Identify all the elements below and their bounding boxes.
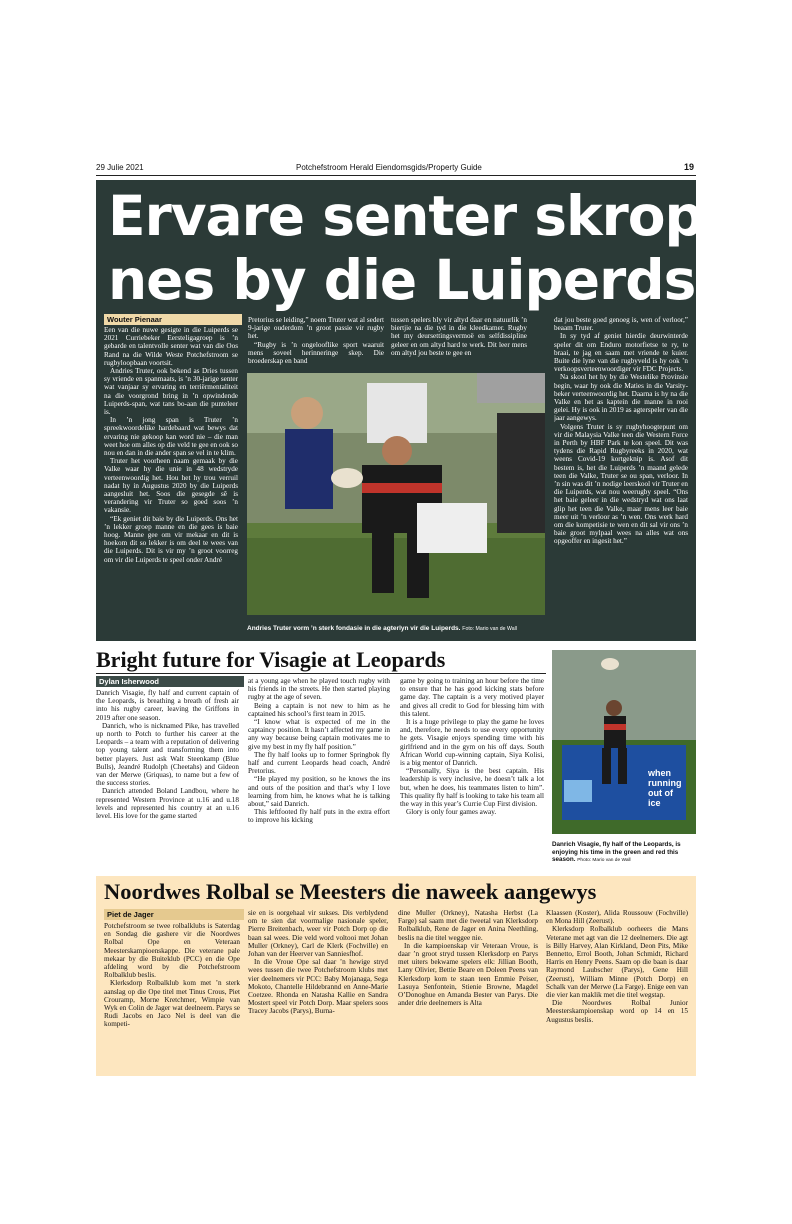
paragraph: at a young age when he played touch rugby with his friends in the streets. He then started playing rugby at the age of seven. <box>248 677 390 702</box>
article2-column-2 <box>248 677 390 869</box>
feature-column-4 <box>554 316 688 636</box>
article2-photo-caption <box>552 841 697 865</box>
feature-photo-caption <box>247 625 547 632</box>
paragraph: Na skool het hy by die Westelike Provinsie begin, waar hy ook die Maties in die Varsitybeker verteenwoordig het. Daarna is hy na die Valke en het as kaptein die manne in rooi gelei. Hy is ook in 2019 as agterspeler van die jaar aangewys. <box>554 373 688 423</box>
paragraph: Volgens Truter is sy rugbyhoogtepunt om vir die Malaysia Valke teen die Western Force in Perth by HBF Park te kon speel. Dit was tydens die Rapid Rugbyreeks in 2020, wat weens Covid-19 kortgeknip is. Asof dit bestem is, het die Luiperds ’n maand gelede teen die Valke, Truter se ou span, verloor. In ’n sin was dit ’n nodige leerskool vir Truter en die Luiperds, wat nou weerugby speel. “Ons het baie geleer in die wedstryd wat ons laat glip het teen die Valke, maar mens leer baie meer uit ’n verloor as ’n wen. Ons werk hard om die kompetisie te wen en dit sal vir ons ’n baie groot mylpaal wees na alles wat ons opgeoffer en ingesit het.” <box>554 422 688 546</box>
paragraph: Klerksdorp Rolbalklub kom met ’n sterk aanslag op die Ope titel met Tinus Crous, Piet Crouramp, Morne Kretchmer, Wimpie van Wyk en Colin de Jager wat deelneem. Parys se Rudi Jacobs en Jaco Nel is deel van die kompeti- <box>104 979 240 1029</box>
feature-byline: Wouter Pienaar <box>104 314 242 325</box>
feature-column-2 <box>248 316 384 372</box>
banner-line-3: ice <box>648 798 661 808</box>
feature-headline-line1: Ervare senter skrop <box>108 184 703 248</box>
feature-photo <box>247 373 545 615</box>
paragraph: Potchefstroom se twee rolbalklubs is Saterdag en Sondag die gashere vir die Noordwes Rolbal Ope en Veteraan Meesterskampioenskappe. Die veterane pale mekaar by die Buiteklub (PCC) en die Ope afdeling word by die Potchefstroom Rolbalklub beslis. <box>104 922 240 980</box>
feature-column-3 <box>391 316 527 372</box>
photo-banner-text <box>648 768 696 808</box>
article3-column-4 <box>546 909 688 1072</box>
paragraph: tussen spelers bly vir altyd daar en natuurlik ’n biertjie na die tyd in die kleedkamer. Rugby het my deursettingsvermoë en selfdissipline geleer en om altyd hard te werk. Dit leer mens om altyd jou beste te gee en <box>391 316 527 357</box>
article3-column-3 <box>398 909 538 1072</box>
feature-column-1 <box>104 326 238 634</box>
paragraph: Danrich Visagie, fly half and current captain of the Leopards, is breathing a breath of fresh air into his rugby career, leaving the Griffons in 2019 after one season. <box>96 689 239 722</box>
header-rule <box>96 175 696 176</box>
article3-byline: Piet de Jager <box>104 909 244 920</box>
paragraph: Danrich, who is nicknamed Pike, has travelled up north to Potch to further his career at the Leopards – a team with a reputation of delivering top young talent and transforming them into better players. Just ask Walt Steenkamp (Blue Bulls), Jeandré Rudolph (Cheetahs) and Gideon van der Merwe (Griquas), to name but a few of the success stories. <box>96 721 239 788</box>
paragraph: Klerksdorp Rolbalklub oorheers die Mans Veterane met agt van die 12 deelnemers. Die agt is Billy Harvey, Alan Kirkland, Deon Pits, Mike Bennetto, Errol Booth, Johan Schmidt, Richard Harris en Henry Peens. Saam op die baan is daar Raymond Laubscher (Parys), Gene Hill (Zeerust), William Minne (Potch Dorp) en Schalk van der Merwe (La Farge). Enige een van die vier kan maklik met die titel wegstap. <box>546 925 688 1000</box>
paragraph: Klaassen (Koster), Alida Roussouw (Fochville) en Mona Hill (Zeerust). <box>546 909 688 926</box>
publication-name: Potchefstroom Herald Eiendomsgids/Property Guide <box>296 163 482 172</box>
paragraph: “I know what is expected of me in the captaincy position. It hasn’t affected my game in any way because being captain motivates me to give my best in my fly half position.” <box>248 718 390 751</box>
photo-credit: Foto: Mario van de Wall <box>462 626 517 632</box>
paragraph: Pretorius se leiding,” noem Truter wat al sedert 9-jarige ouderdom ’n groot passie vir rugby het. <box>248 316 384 341</box>
article2-headline: Bright future for Visagie at Leopards <box>96 647 446 672</box>
article2-photo <box>552 650 696 834</box>
paragraph: Being a captain is not new to him as he captained his school’s first team in 2015. <box>248 701 390 718</box>
issue-date: 29 Julie 2021 <box>96 163 144 172</box>
feature-headline-line2: nes by die Luiperds <box>108 248 696 312</box>
paragraph: “He played my position, so he knows the ins and outs of the position and that’s why I love learning from him, he knows what he is talking about,” said Danrich. <box>248 775 390 809</box>
paragraph: The fly half looks up to former Springbok fly half and current Leopards head coach, André Pretorius. <box>248 750 390 776</box>
photo-credit: Photo: Mario van de Wall <box>577 858 631 863</box>
paragraph: sie en is oorgehaal vir sukses. Dis verblydend om te sien dat voormalige nasionale speler, Pierre Breitenbach, weer vir Potch Dorp op die baan sal wees. Die veld word voltooi met Johan Muller (Orkney), Carl de Klerk (Fochville) en Johan van der Heerver van Sanniesfhof. <box>248 909 388 959</box>
article2-column-1 <box>96 689 239 869</box>
paragraph: In die kampioenskap vir Veteraan Vroue, is daar ’n groot stryd tussen Klerksdorp en Parys met uiters bekwame spelers elk: Jillian Booth, Lany Olivier, Bettie Beare en Doleen Peens van Klerksdorp kom te staan teen Emmie Peiser, Lasuya Senfontein, Stienie Browne, Magdel O’Donoghue en Amanda Bester van Parys. Die ander drie deelnemers is Alta <box>398 941 538 1008</box>
paragraph: In ’n jong span is Truter ’n spreekwoordelike hardebaard wat bewys dat ervaring nie gekoop kan word nie – die man weet hoe om alles op die veld te gee en ook so nou en dan in die ander span se vel in te klim. <box>104 416 238 458</box>
paragraph: dine Muller (Orkney), Natasha Herbst (La Farge) sal saam met die tweetal van Klerksdorp Rolbalklub, Rene de Jager en Anina Neethling, beslis na die titel weggee nie. <box>398 909 538 942</box>
banner-line-2: running out of <box>648 778 682 798</box>
rugby-action-illustration <box>247 373 545 615</box>
article2-byline: Dylan Isherwood <box>96 676 244 687</box>
paragraph: In die Vroue Ope sal daar ’n hewige stryd wees tussen die twee Potchefstroom klubs met vier deelnemers vir PCC: Baby Mojanaga, Sega Mokoto, Chantelle Hildebrannd en Anne-Marie Coetzee. Rhonda en Natasha Kallie en Sandra Mostert speel vir Potch Dorp. Maar spelers soos Tracey Jacobs (Parys), Burna- <box>248 958 388 1016</box>
article2-headline-rule <box>96 673 546 674</box>
paragraph: dat jou beste goed genoeg is, wen of verloor,” beaam Truter. <box>554 316 688 333</box>
caption-text: Danrich Visagie, fly half of the Leopards, is enjoying his time in the green and red this season. <box>552 841 681 863</box>
paragraph: Een van die nuwe gesigte in die Luiperds se 2021 Curriebeker Eersteligagroep is ’n gebarde en talentvolle senter wat van die Oos Rand na die Wilde Weste Potchefstroom se rugbyloopbaan voortsit. <box>104 326 238 367</box>
paragraph: “Rugby is ’n ongelooflike sport waaruit mens soveel herinneringe skep. Die broederskap en band <box>248 340 384 366</box>
paragraph: This leftfooted fly half puts in the extra effort to improve his kicking <box>248 808 390 825</box>
page-number: 19 <box>684 162 695 172</box>
article3-headline: Noordwes Rolbal se Meesters die naweek aangewys <box>104 879 597 904</box>
article3-column-2 <box>248 909 388 1072</box>
paragraph: Danrich attended Boland Landbou, where he represented Western Province at u.16 and u.18 levels and represented his country at an u.16 level. His love for the game started <box>96 787 239 821</box>
caption-text: Andries Truter vorm ’n sterk fondasie in die agterlyn vir die Luiperds. <box>247 625 461 632</box>
paragraph: game by going to training an hour before the time to ensure that he has good kicking stats before game day. The captain is a very motived player and gives all credit to God for blessing him with this talent. <box>400 677 544 718</box>
paragraph: It is a huge privilege to play the game he loves and, therefore, he needs to use every opportunity he gets. Visagie enjoys spending time with his girlfriend and in the gym on his off days. South African World cup-winning captain, Siya Kolisi, is a big mentor of Danrich. <box>400 718 544 768</box>
paragraph: Die Noordwes Rolbal Junior Meesterskampioenskap word op 14 en 15 Augustus beslis. <box>546 999 688 1024</box>
paragraph: Glory is only four games away. <box>406 808 497 817</box>
article2-column-3 <box>400 677 544 869</box>
paragraph: Andries Truter, ook bekend as Dries tussen sy vriende en spanmaats, is ’n 30-jarige senter wat vanjaar sy ervaring en terriërmentaliteit na die voorgrond bring in ’n opwindende Luiperds-span, wat tans bo-aan die punteleer is. <box>104 367 238 417</box>
paragraph: “Personally, Siya is the best captain. His leadership is very inclusive, he doesn’t talk a lot but, when he does, his teammates listen to him”. This quality fly half is looking to take his team all the way in this year’s Currie Cup First division. <box>400 767 544 809</box>
paragraph: “Ek geniet dit baie by die Luiperds. Ons het ’n lekker groep manne en die gees is baie hoog. Manne gee om vir mekaar en dit is hoekom dit so lekker is om deel te wees van die Luiperds. Dit is vir my ’n groot voorreg om vir die Luiperds te speel onder André <box>104 514 238 564</box>
article3-column-1 <box>104 922 240 1072</box>
paragraph: In sy tyd af geniet hierdie deurwinterde speler dit om Enduro motorfietse te ry, te braai, te jag en saam met vriende te kuier. Buite die lyne van die rugbyveld is hy ook ’n verkoopsverteenwoordiger vir FDC Projects. <box>554 332 688 374</box>
paragraph: Truter het voorheen naam gemaak by die Valke waar hy die unie in 48 wedstryde verteenwoordig het. Hou het hy trou verruil nadat hy in Augustus 2020 by die Luiperds aangesluit het. Soos die gesegde sê is verandering vir Truter so goed soos ’n vakansie. <box>104 457 238 515</box>
banner-line-1: when <box>648 768 672 778</box>
